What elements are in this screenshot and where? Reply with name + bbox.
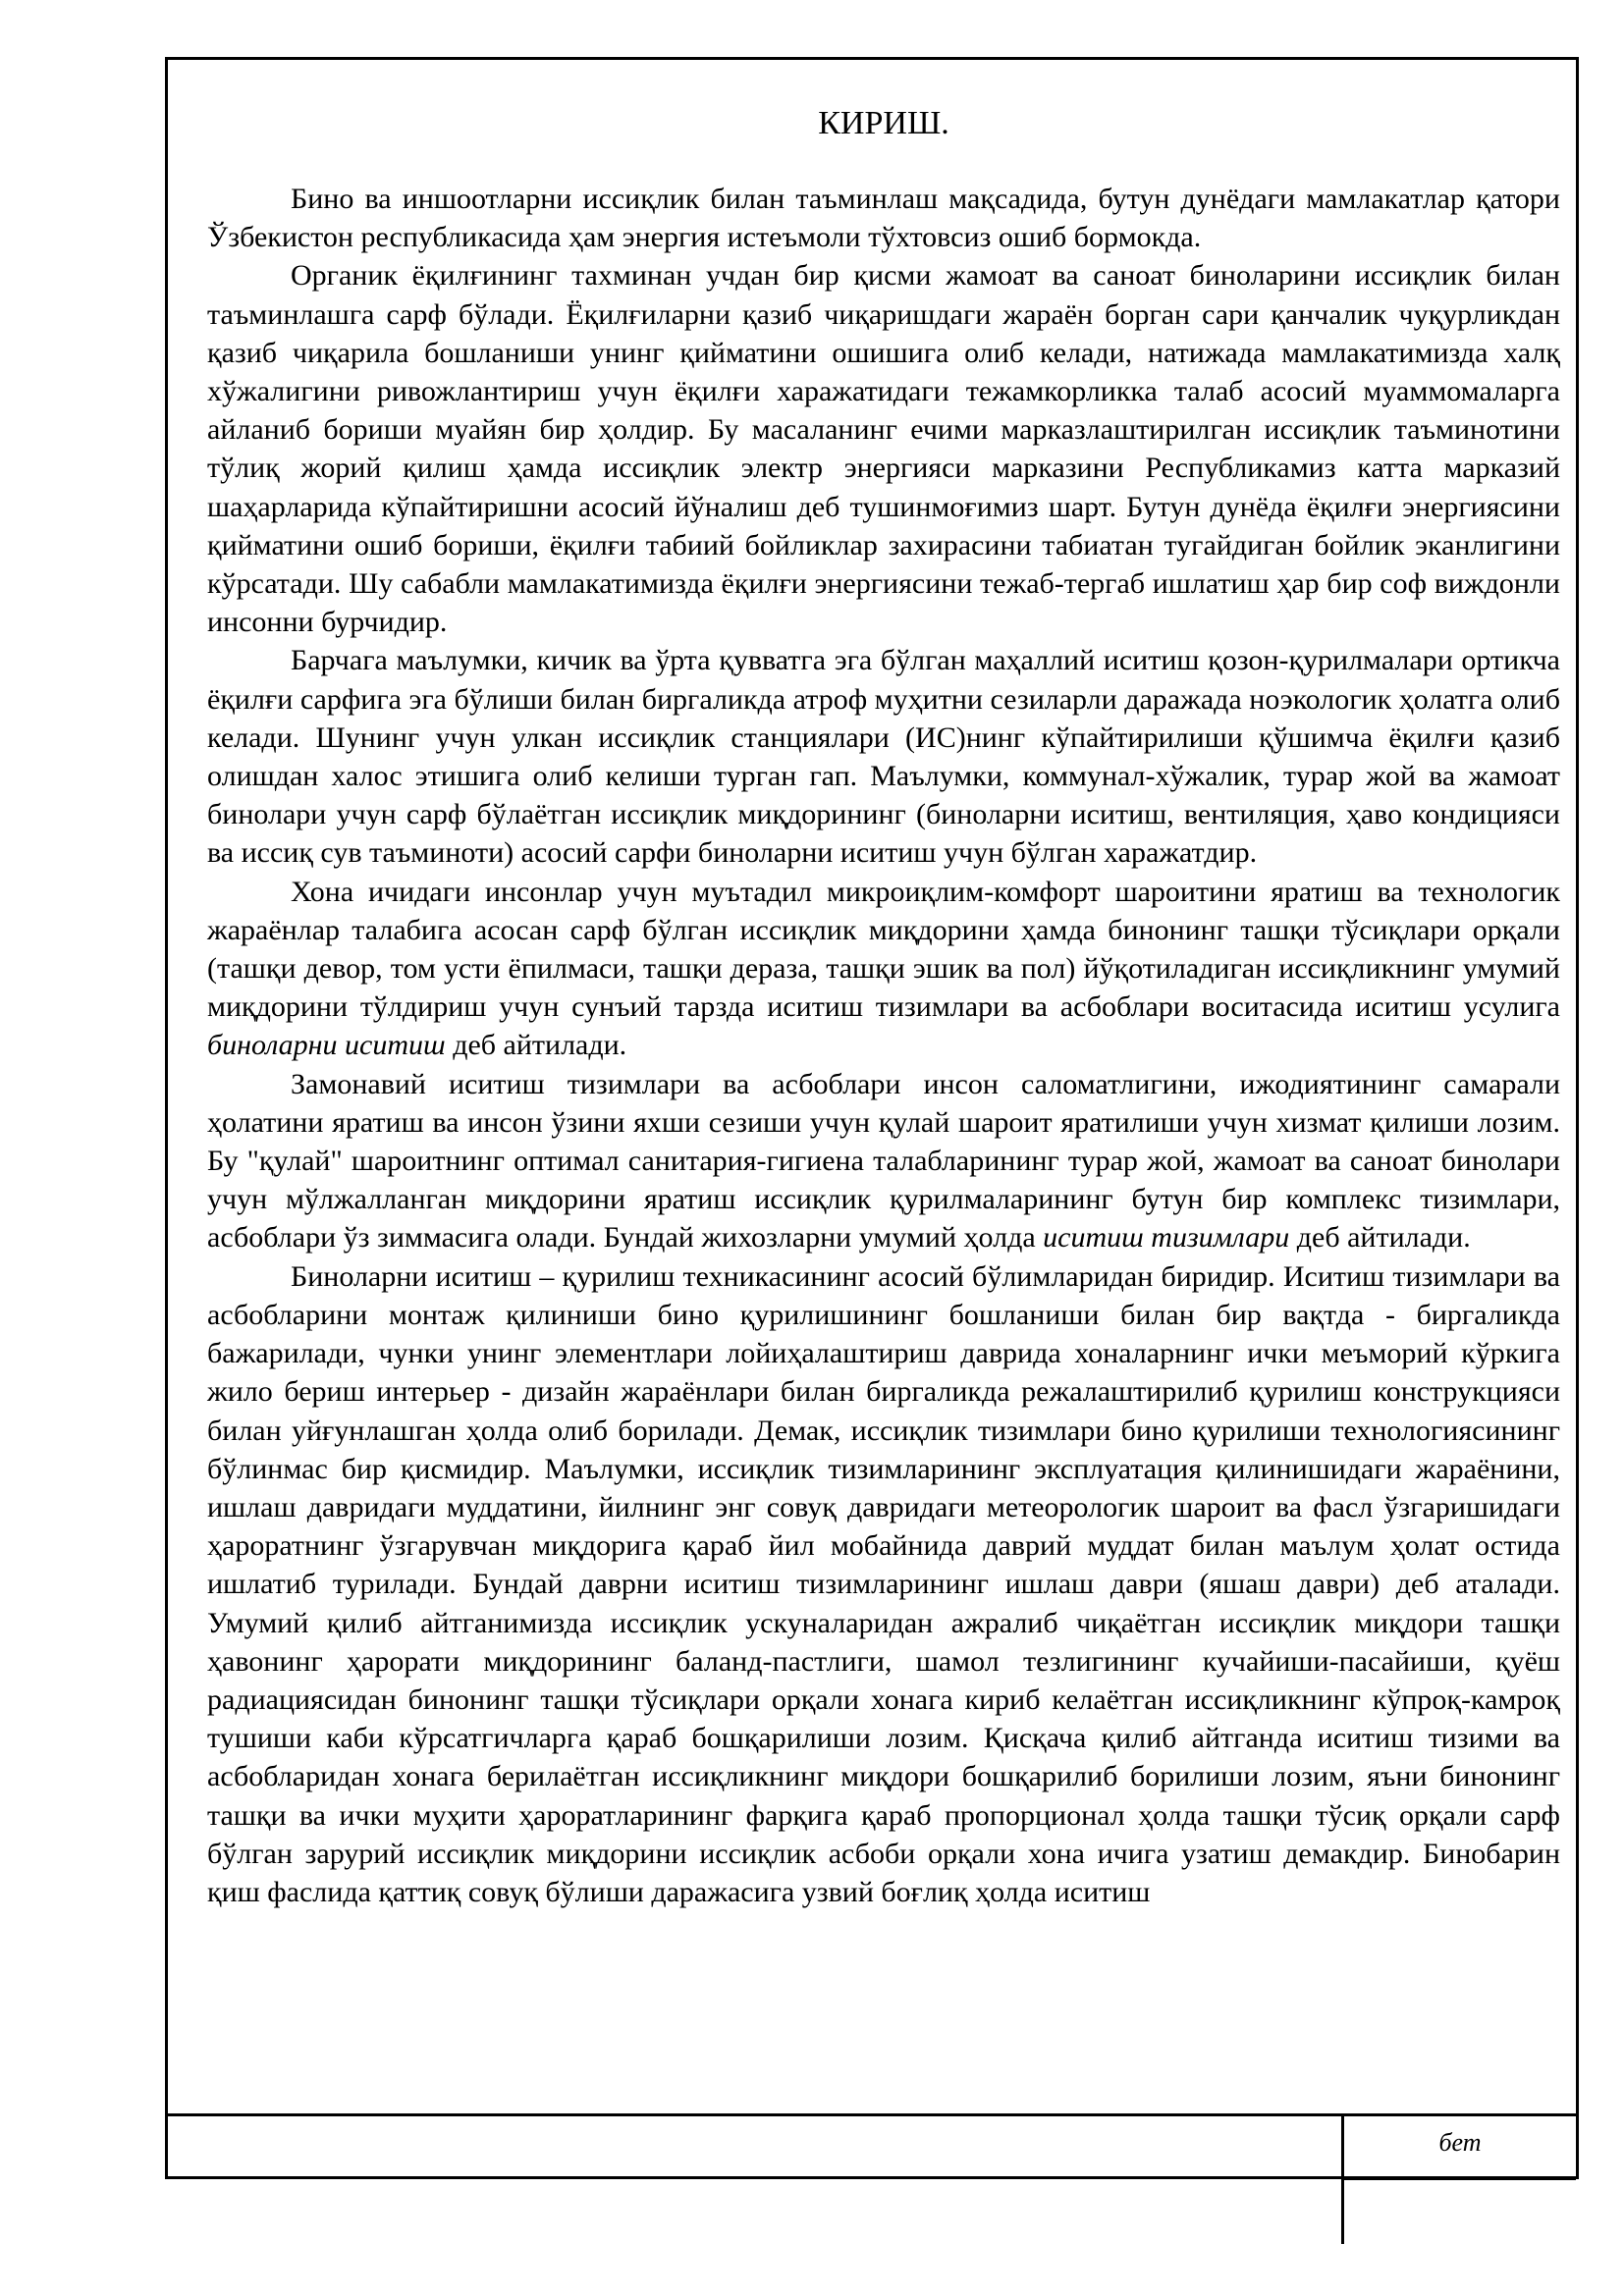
page-label: бет [1438,2128,1482,2157]
title-block [168,2113,1576,2244]
paragraph: Органик ёқилғининг тахминан учдан бир қисми жамоат ва саноат биноларини иссиқлик билан таъминлашга сарф бўлади. Ёқилғиларни қазиб чиқаришдаги жараён борган сари қанчалик чуқурликдан қазиб чиқарила бошланиши унинг қийматини ошишига олиб келади, натижада мамлакатимизда халқ хўжалигини ривожлантириш учун ёқилғи харажатидаги тежамкорликка талаб асосий муаммомаларга айланиб бориши муайян бир ҳолдир. Бу масаланинг ечими марказлаштирилган иссиқлик таъминотини тўлиқ жорий қилиш ҳамда иссиқлик электр энергияси марказини Республикамиз катта марказий шаҳарларида кўпайтиришни асосий йўналиш деб тушинмоғимиз шарт. Бутун дунёда ёқилғи энергиясини қийматини ошиб бориши, ёқилғи табиий бойликлар захирасини табиатан тугайдиган бойлик эканлигини кўрсатади. Шу сабабли мамлакатимизда ёқилғи энергиясини тежаб-тергаб ишлатиш ҳар бир соф виждонли инсонни бурчидир. [207,259,1560,639]
paragraph: Замонавий иситиш тизимлари ва асбоблари инсон саломатлигини, ижодиятининг самарали ҳолатини яратиш ва инсон ўзини яхши сезиши учун қулай шароит яратилиши учун хизмат қилиши лозим. Бу "қулай" шароитнинг оптимал санитария-гигиена талабларининг турар жой, жамоат ва саноат бинолари учун мўлжалланган миқдорини яратиш иссиқлик қурилмаларининг бутун бир комплекс тизимлари, асбоблари ўз зиммасига олади. Бундай жихозларни умумий ҳолда иситиш тизимлари деб айтилади. [207,1067,1560,1255]
paragraph: Бино ва иншоотларни иссиқлик билан таъминлаш мақсадида, бутун дунёдаги мамлакатлар қатори Ўзбекистон республикасида ҳам энергия истеъмоли тўхтовсиз ошиб бормокда. [207,183,1560,254]
paragraph: Биноларни иситиш – қурилиш техникасининг асосий бўлимларидан биридир. Иситиш тизимлари ва асбобларини монтаж қилиниши бино қурилишининг бошланиши билан бир вақтда - биргаликда бажарилади, чунки унинг элементлари лойиҳалаштириш даврида хоналарнинг ички меъморий кўркига жило бериш интерьер - дизайн жараёнлари билан биргаликда режалаштирилиб қурилиш конструкцияси билан уйғунлашган ҳолда олиб борилади. Демак, иссиқлик тизимлари бино қурилиши технологиясининг бўлинмас бир қисмидир. Маълумки, иссиқлик тизимларининг эксплуатация қилинишидаги жараёнини, ишлаш давридаги муддатини, йилнинг энг совуқ давридаги метеорологик шароит ва фасл ўзгаришидаги ҳароратнинг ўзгарувчан миқдорига қараб йил мобайнида даврий муддат билан маълум ҳолат остида ишлатиб турилади. Бундай даврни иситиш тизимларининг ишлаш даври (яшаш даври) деб аталади. Умумий қилиб айтганимизда иссиқлик ускуналаридан ажралиб чиқаётган иссиқлик миқдори ташқи ҳавонинг ҳарорати миқдорининг баланд-пастлиги, шамол тезлигининг кучайиши-пасайиши, қуёш радиациясидан бинонинг ташқи тўсиқлари орқали хонага кириб келаётган иссиқликнинг кўпроқ-камроқ тушиши каби кўрсатгичларга қараб бошқарилиши лозим. Қисқача қилиб айтганда иситиш тизими ва асбобларидан хонага берилаётган иссиқликнинг миқдори бошқарилиб борилиши лозим, яъни бинонинг ташқи ва ички муҳити ҳароратларининг фарқига қараб пропорционал ҳолда ташқи тўсиқ орқали сарф бўлган зарурий иссиқлик миқдорини иссиқлик асбоби орқали хона ичига узатиш демакдир. Бинобарин қиш фаслида қаттиқ совуқ бўлиши даражасига узвий боғлиқ ҳолда иситиш [207,1259,1560,1908]
title-block-divider [1341,2177,1576,2180]
emphasis-text: биноларни иситиш [207,1029,446,1062]
page-title: КИРИШ. [818,105,949,141]
emphasis-text: иситиш тизимлари [1043,1221,1290,1255]
paragraph: Барчага маълумки, кичик ва ўрта қувватга эга бўлган маҳаллий иситиш қозон-қурилмалари ортикча ёқилғи сарфига эга бўлиши билан биргаликда атроф муҳитни сезиларли даражада ноэкологик ҳолатга олиб келади. Шунинг учун улкан иссиқлик станциялари (ИС)нинг кўпайтирилиши қўшимча ёқилғи қазиб олишдан халос этишига олиб келиши турган гап. Маълумки, коммунал-хўжалик, турар жой ва жамоат бинолари учун сарф бўлаётган иссиқлик миқдорининг (биноларни иситиш, вентиляция, ҳаво кондицияси ва иссиқ сув таъминоти) асосий сарфи биноларни иситиш учун бўлган харажатдир. [207,644,1560,870]
paragraph: Хона ичидаги инсонлар учун муътадил микроиқлим-комфорт шароитини яратиш ва технологик жараёнлар талабига асосан сарф бўлган иссиқлик миқдорини ҳамда бинонинг ташқи тўсиқлари орқали (ташқи девор, том усти ёпилмаси, ташқи дераза, ташқи эшик ва пол) йўқотиладиган иссиқликнинг умумий миқдорини тўлдириш учун сунъий тарзда иситиш тизимлари ва асбоблари воситасида иситиш усулига биноларни иситиш деб айтилади. [207,875,1560,1062]
page-frame [165,57,1579,2179]
page-content [207,105,1560,1911]
document-body [207,180,1560,1911]
